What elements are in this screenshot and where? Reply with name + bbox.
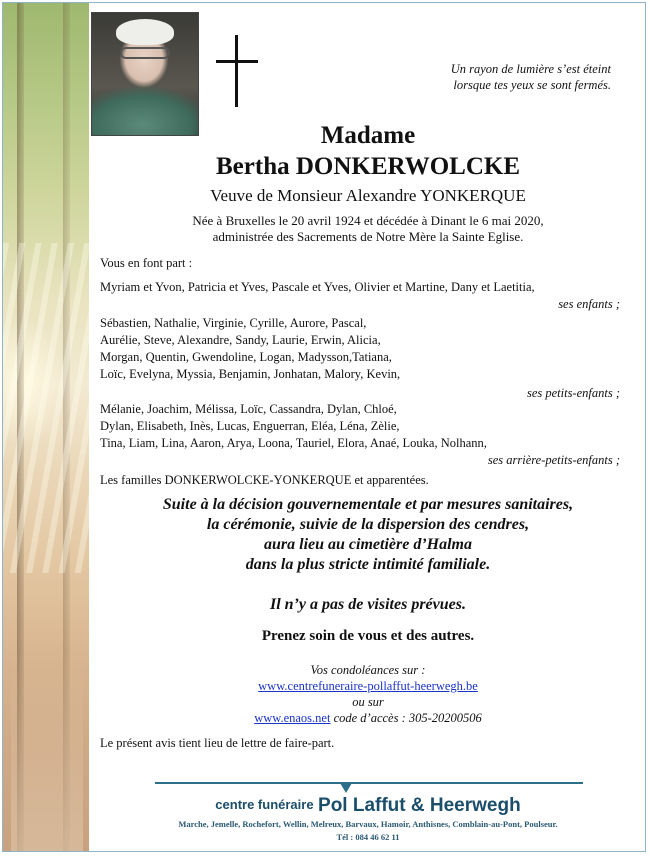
birth-death-line: Née à Bruxelles le 20 avril 1924 et décédée à Dinant le 6 mai 2020, bbox=[192, 213, 544, 228]
notice-line: dans la plus stricte intimité familiale. bbox=[245, 556, 491, 573]
children-role: ses enfants ; bbox=[558, 297, 620, 311]
notice-line: aura lieu au cimetière d’Halma bbox=[264, 536, 472, 553]
notice-line: Suite à la décision gouvernementale et par mesures sanitaires, bbox=[162, 496, 574, 513]
families-text: Les familles DONKERWOLCKE-YONKERQUE et apparentées. bbox=[100, 473, 429, 487]
forest-path bbox=[11, 651, 83, 851]
brand-name: Pol Laffut & Heerwegh bbox=[318, 795, 521, 816]
grandchildren-list bbox=[100, 315, 620, 402]
birth-death-info bbox=[89, 213, 646, 245]
cross-icon bbox=[216, 35, 258, 107]
final-note: Le présent avis tient lieu de lettre de faire-part. bbox=[100, 736, 335, 750]
obituary-notice bbox=[2, 2, 646, 852]
grandchildren-names: Sébastien, Nathalie, Virginie, Cyrille, Aurore, Pascal, bbox=[100, 316, 367, 330]
condolences-block bbox=[89, 662, 646, 726]
take-care-message: Prenez soin de vous et des autres. bbox=[261, 628, 475, 644]
children-names: Myriam et Yvon, Patricia et Yves, Pascale et Yves, Olivier et Martine, Dany et Laetitia, bbox=[100, 280, 535, 294]
funeral-home-website-link[interactable]: www.centrefuneraire-pollaffut-heerwegh.be bbox=[258, 679, 478, 693]
access-code: code d’accès : 305-20200506 bbox=[330, 711, 482, 725]
great-grandchildren-role: ses arrière-petits-enfants ; bbox=[487, 453, 620, 467]
sacraments-line: administrée des Sacrements de Notre Mère la Sainte Eglise. bbox=[212, 229, 524, 244]
ceremony-notice bbox=[89, 495, 646, 575]
no-visits-notice: Il n’y a pas de visites prévues. bbox=[270, 596, 466, 613]
light-rays bbox=[3, 243, 89, 573]
announcement-intro bbox=[100, 255, 620, 272]
cross-horizontal bbox=[216, 60, 258, 63]
great-grandchildren-list bbox=[100, 401, 620, 469]
condolences-or: ou sur bbox=[352, 695, 384, 709]
brand-prefix: centre funéraire bbox=[215, 797, 314, 812]
enaos-website-link[interactable]: www.enaos.net bbox=[254, 711, 331, 725]
deceased-portrait-photo bbox=[91, 12, 199, 136]
divider-triangle-icon bbox=[340, 783, 352, 793]
cross-vertical bbox=[235, 35, 238, 107]
great-grandchildren-names: Dylan, Elisabeth, Inès, Lucas, Enguerran, Eléa, Léna, Zèlie, bbox=[100, 419, 400, 433]
funeral-home-locations: Marche, Jemelle, Rochefort, Wellin, Melreux, Barvaux, Hamoir, Anthisnes, Comblain-au-Pont, Poulseur. bbox=[178, 819, 558, 829]
grandchildren-names: Loïc, Evelyna, Myssia, Benjamin, Jonhatan, Malory, Kevin, bbox=[100, 367, 401, 381]
condolences-label: Vos condoléances sur : bbox=[310, 663, 426, 677]
footer-divider bbox=[155, 782, 583, 784]
quote-line: Un rayon de lumière s’est éteint bbox=[450, 62, 611, 76]
forest-sidebar-image bbox=[3, 3, 89, 851]
great-grandchildren-names: Mélanie, Joachim, Mélissa, Loïc, Cassandra, Dylan, Chloé, bbox=[100, 402, 397, 416]
great-grandchildren-names: Tina, Liam, Lina, Aaron, Arya, Loona, Tauriel, Elora, Anaé, Louka, Nolhann, bbox=[100, 436, 487, 450]
notice-line: la cérémonie, suivie de la dispersion des cendres, bbox=[206, 516, 530, 533]
portrait-hair bbox=[116, 19, 174, 45]
funeral-home-logo bbox=[89, 795, 646, 817]
funeral-home-phone: Tél : 084 46 62 11 bbox=[336, 832, 400, 842]
grandchildren-role: ses petits-enfants ; bbox=[526, 386, 620, 400]
widow-line: Veuve de Monsieur Alexandre YONKERQUE bbox=[210, 186, 526, 205]
memorial-quote bbox=[411, 61, 611, 93]
title-salutation: Madame bbox=[320, 122, 416, 149]
children-list bbox=[100, 279, 620, 313]
grandchildren-names: Morgan, Quentin, Gwendoline, Logan, Madysson,Tatiana, bbox=[100, 350, 392, 364]
families-line bbox=[100, 472, 620, 489]
grandchildren-names: Aurélie, Steve, Alexandre, Sandy, Laurie, Erwin, Alicia, bbox=[100, 333, 381, 347]
quote-line: lorsque tes yeux se sont fermés. bbox=[453, 78, 611, 92]
portrait-glasses bbox=[120, 47, 170, 59]
deceased-name: Bertha DONKERWOLCKE bbox=[216, 153, 520, 180]
intro-text: Vous en font part : bbox=[100, 256, 193, 270]
